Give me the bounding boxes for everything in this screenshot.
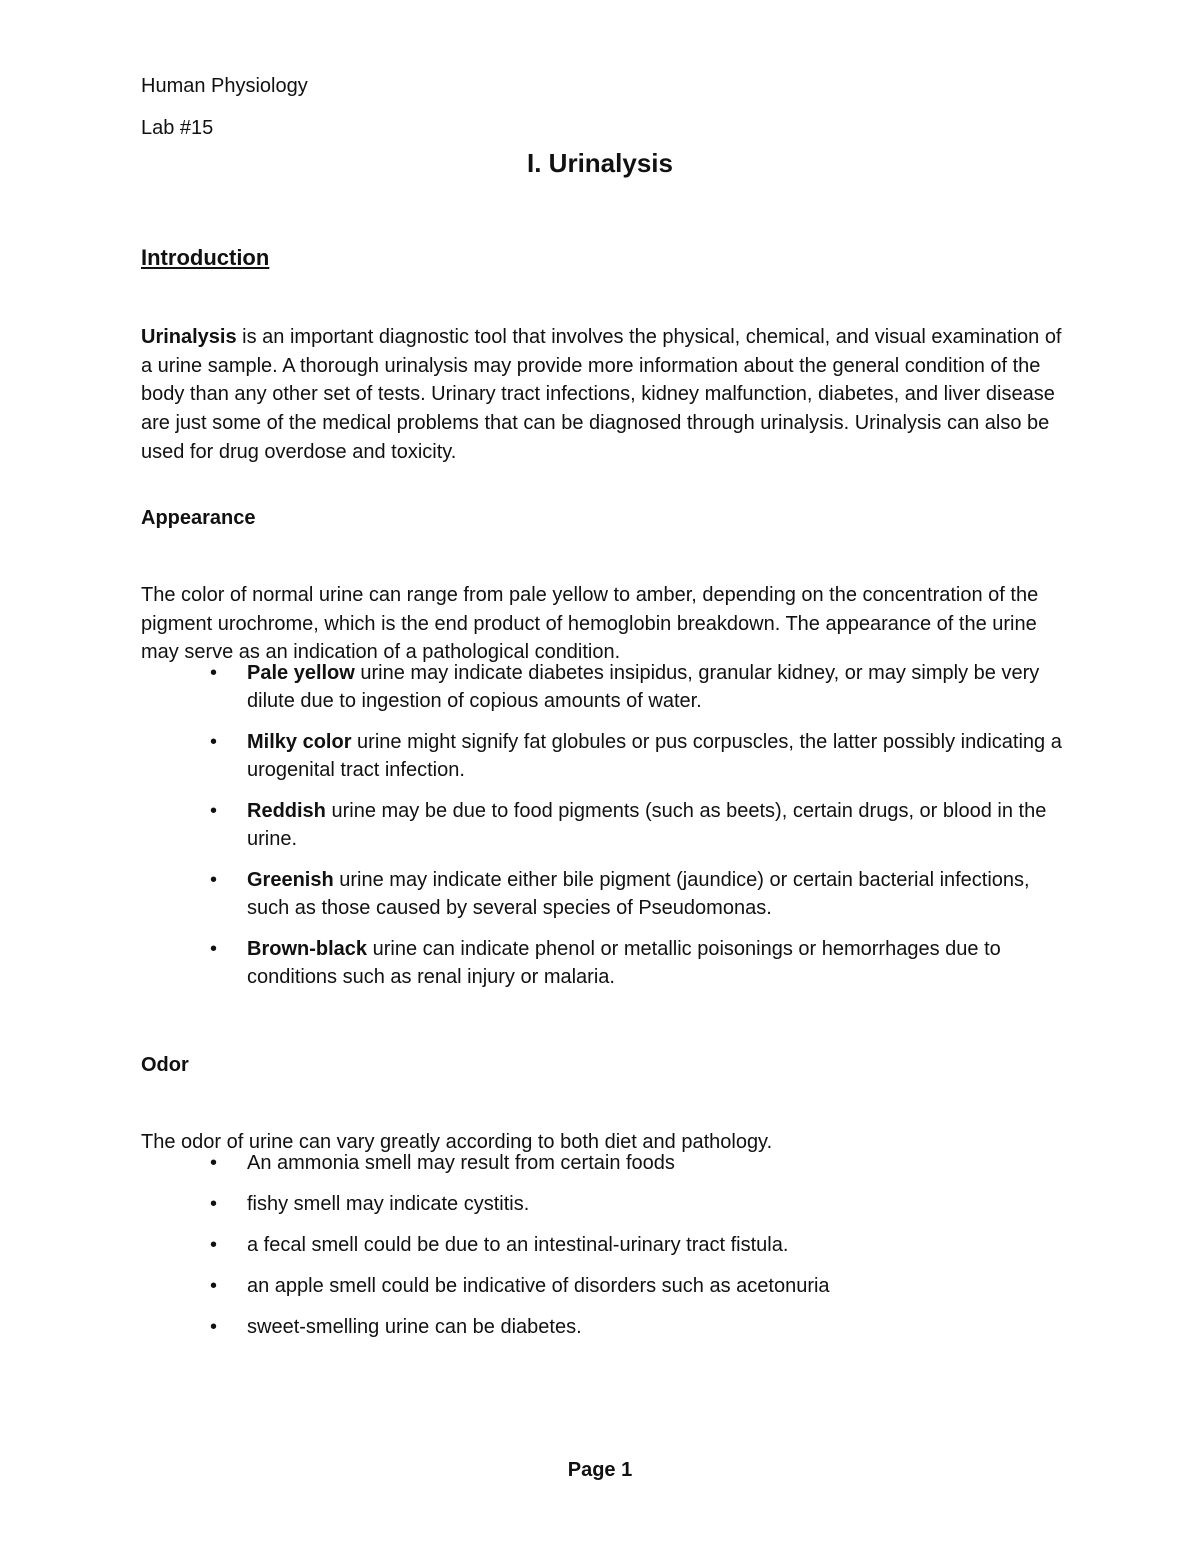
- odor-paragraph: The odor of urine can vary greatly according to both diet and pathology.: [141, 1131, 773, 1153]
- list-item-text: urine may indicate diabetes insipidus, granular kidney, or may simply be very dilute due to ingestion of copious amounts of water.: [247, 662, 1040, 712]
- bullet-icon: •: [210, 800, 218, 822]
- list-item: [210, 1149, 1070, 1177]
- list-item: [210, 1272, 1070, 1300]
- list-item: [210, 728, 1070, 784]
- bullet-icon: •: [210, 1234, 218, 1256]
- appearance-heading: Appearance: [141, 507, 256, 529]
- course-name: Human Physiology: [141, 75, 308, 97]
- list-item-text: sweet-smelling urine can be diabetes.: [247, 1316, 582, 1338]
- bullet-icon: •: [210, 1193, 218, 1215]
- bullet-icon: •: [210, 869, 218, 891]
- list-item: [210, 866, 1070, 922]
- list-item-text: urine can indicate phenol or metallic poisonings or hemorrhages due to conditions such as renal injury or malaria.: [247, 938, 1001, 988]
- page-number: Page 1: [567, 1459, 633, 1481]
- lab-number: Lab #15: [141, 117, 214, 139]
- bullet-icon: •: [210, 1152, 218, 1174]
- list-item: [210, 1231, 1070, 1259]
- list-item-text: fishy smell may indicate cystitis.: [247, 1193, 530, 1215]
- list-item-text: urine might signify fat globules or pus corpuscles, the latter possibly indicating a urogenital tract infection.: [247, 731, 1062, 781]
- bullet-icon: •: [210, 1316, 218, 1338]
- bullet-icon: •: [210, 731, 218, 753]
- bullet-icon: •: [210, 662, 218, 684]
- list-item-term: Brown-black: [247, 938, 368, 960]
- list-item-term: Greenish: [247, 869, 334, 891]
- list-item-text: urine may be due to food pigments (such as beets), certain drugs, or blood in the urine.: [247, 800, 1047, 850]
- introduction-lead-term: Urinalysis: [141, 326, 237, 348]
- list-item-text: An ammonia smell may result from certain foods: [247, 1152, 675, 1174]
- list-item-term: Milky color: [247, 731, 352, 753]
- list-item: [210, 659, 1070, 715]
- list-item-text: an apple smell could be indicative of disorders such as acetonuria: [247, 1275, 830, 1297]
- odor-list: [210, 1149, 1070, 1354]
- bullet-icon: •: [210, 938, 218, 960]
- bullet-icon: •: [210, 1275, 218, 1297]
- list-item-term: Pale yellow: [247, 662, 355, 684]
- appearance-list: [210, 659, 1070, 1004]
- list-item: [210, 1313, 1070, 1341]
- list-item-term: Reddish: [247, 800, 326, 822]
- page-title: I. Urinalysis: [527, 148, 673, 178]
- odor-heading: Odor: [141, 1054, 189, 1076]
- introduction-text: is an important diagnostic tool that involves the physical, chemical, and visual examination of a urine sample. A thorough urinalysis may provide more information about the general condition of the body than any other set of tests. Urinary tract infections, kidney malfunction, diabetes, and liver disease are just some of the medical problems that can be diagnosed through urinalysis. Urinalysis can also be used for drug overdose and toxicity.: [141, 326, 1062, 463]
- list-item-text: urine may indicate either bile pigment (jaundice) or certain bacterial infections, such as those caused by several species of Pseudomonas.: [247, 869, 1030, 919]
- list-item-text: a fecal smell could be due to an intestinal-urinary tract fistula.: [247, 1234, 789, 1256]
- list-item: [210, 935, 1070, 991]
- appearance-paragraph: The color of normal urine can range from pale yellow to amber, depending on the concentration of the pigment urochrome, which is the end product of hemoglobin breakdown. The appearance of the urine may serve as an indication of a pathological condition.: [141, 584, 1039, 664]
- list-item: [210, 797, 1070, 853]
- introduction-heading: Introduction: [141, 245, 270, 270]
- introduction-paragraph: [141, 323, 1071, 467]
- list-item: [210, 1190, 1070, 1218]
